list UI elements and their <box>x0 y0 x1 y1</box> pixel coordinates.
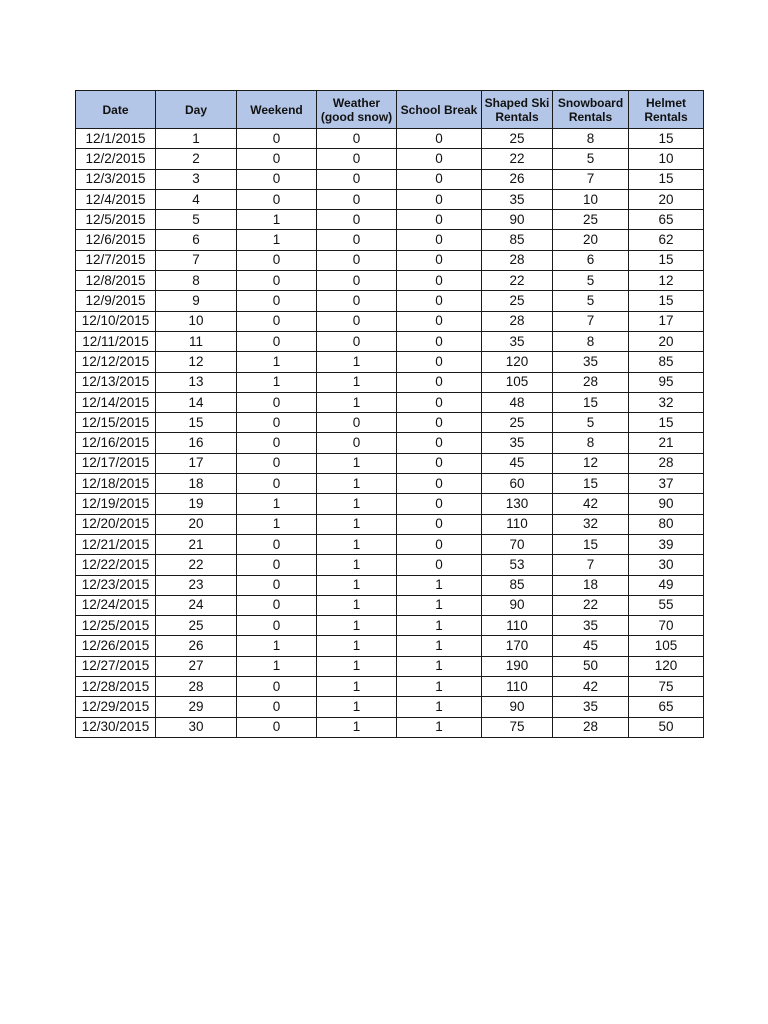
cell-school-break: 0 <box>397 372 482 392</box>
cell-date: 12/6/2015 <box>76 230 156 250</box>
column-header-label: (good snow) <box>320 109 393 124</box>
cell-shaped-ski-rentals: 110 <box>482 514 553 534</box>
cell-weather: 1 <box>317 392 397 412</box>
cell-shaped-ski-rentals: 90 <box>482 697 553 717</box>
cell-shaped-ski-rentals: 190 <box>482 656 553 676</box>
cell-weekend: 1 <box>237 636 317 656</box>
column-header-label: Weather <box>332 95 381 110</box>
cell-day: 8 <box>156 271 237 291</box>
cell-snowboard-rentals: 50 <box>553 656 629 676</box>
cell-weekend: 1 <box>237 230 317 250</box>
table-row <box>76 494 704 514</box>
cell-helmet-rentals: 120 <box>629 656 704 676</box>
table-row <box>76 453 704 473</box>
table-row <box>76 555 704 575</box>
column-header-day <box>156 91 237 129</box>
cell-day: 27 <box>156 656 237 676</box>
cell-weekend: 1 <box>237 656 317 676</box>
cell-date: 12/26/2015 <box>76 636 156 656</box>
cell-shaped-ski-rentals: 70 <box>482 534 553 554</box>
cell-weather: 1 <box>317 555 397 575</box>
cell-snowboard-rentals: 12 <box>553 453 629 473</box>
cell-weekend: 0 <box>237 271 317 291</box>
cell-snowboard-rentals: 7 <box>553 555 629 575</box>
cell-school-break: 0 <box>397 169 482 189</box>
cell-day: 22 <box>156 555 237 575</box>
cell-snowboard-rentals: 5 <box>553 149 629 169</box>
cell-date: 12/3/2015 <box>76 169 156 189</box>
cell-school-break: 0 <box>397 250 482 270</box>
table-row <box>76 595 704 615</box>
cell-date: 12/13/2015 <box>76 372 156 392</box>
cell-shaped-ski-rentals: 85 <box>482 575 553 595</box>
cell-weather: 1 <box>317 453 397 473</box>
table-row <box>76 677 704 697</box>
cell-helmet-rentals: 70 <box>629 616 704 636</box>
cell-snowboard-rentals: 8 <box>553 331 629 351</box>
column-header-label: Rentals <box>644 109 688 124</box>
cell-school-break: 0 <box>397 210 482 230</box>
column-header-weekend <box>237 91 317 129</box>
cell-day: 11 <box>156 331 237 351</box>
cell-snowboard-rentals: 5 <box>553 291 629 311</box>
cell-helmet-rentals: 28 <box>629 453 704 473</box>
table-row <box>76 433 704 453</box>
cell-date: 12/1/2015 <box>76 129 156 149</box>
cell-day: 17 <box>156 453 237 473</box>
cell-shaped-ski-rentals: 28 <box>482 311 553 331</box>
table-row <box>76 311 704 331</box>
cell-school-break: 0 <box>397 311 482 331</box>
cell-date: 12/30/2015 <box>76 717 156 737</box>
table-row <box>76 636 704 656</box>
cell-school-break: 0 <box>397 555 482 575</box>
cell-shaped-ski-rentals: 90 <box>482 210 553 230</box>
cell-weekend: 0 <box>237 311 317 331</box>
cell-date: 12/23/2015 <box>76 575 156 595</box>
cell-snowboard-rentals: 35 <box>553 352 629 372</box>
cell-weather: 0 <box>317 129 397 149</box>
cell-helmet-rentals: 17 <box>629 311 704 331</box>
cell-shaped-ski-rentals: 35 <box>482 433 553 453</box>
cell-school-break: 0 <box>397 129 482 149</box>
cell-snowboard-rentals: 5 <box>553 413 629 433</box>
table-row <box>76 331 704 351</box>
cell-helmet-rentals: 20 <box>629 189 704 209</box>
table-row <box>76 352 704 372</box>
cell-date: 12/18/2015 <box>76 474 156 494</box>
cell-helmet-rentals: 15 <box>629 169 704 189</box>
cell-helmet-rentals: 85 <box>629 352 704 372</box>
column-header-label: Rentals <box>568 109 613 124</box>
cell-shaped-ski-rentals: 25 <box>482 129 553 149</box>
table-row <box>76 169 704 189</box>
cell-weather: 0 <box>317 433 397 453</box>
cell-date: 12/28/2015 <box>76 677 156 697</box>
cell-weather: 1 <box>317 717 397 737</box>
cell-weather: 0 <box>317 311 397 331</box>
cell-weather: 1 <box>317 352 397 372</box>
cell-school-break: 0 <box>397 271 482 291</box>
cell-day: 1 <box>156 129 237 149</box>
cell-helmet-rentals: 90 <box>629 494 704 514</box>
cell-weekend: 0 <box>237 413 317 433</box>
cell-snowboard-rentals: 15 <box>553 534 629 554</box>
cell-school-break: 1 <box>397 697 482 717</box>
cell-helmet-rentals: 21 <box>629 433 704 453</box>
table-row <box>76 413 704 433</box>
cell-date: 12/5/2015 <box>76 210 156 230</box>
cell-helmet-rentals: 39 <box>629 534 704 554</box>
cell-weather: 1 <box>317 575 397 595</box>
table-header <box>76 91 704 129</box>
cell-date: 12/12/2015 <box>76 352 156 372</box>
cell-date: 12/21/2015 <box>76 534 156 554</box>
cell-shaped-ski-rentals: 22 <box>482 271 553 291</box>
table-row <box>76 271 704 291</box>
cell-day: 10 <box>156 311 237 331</box>
cell-helmet-rentals: 65 <box>629 697 704 717</box>
cell-snowboard-rentals: 25 <box>553 210 629 230</box>
column-header-label: Date <box>102 102 129 117</box>
cell-weekend: 0 <box>237 149 317 169</box>
cell-weekend: 1 <box>237 372 317 392</box>
column-header-label: Day <box>184 102 207 117</box>
cell-school-break: 0 <box>397 230 482 250</box>
cell-weather: 0 <box>317 210 397 230</box>
table-row <box>76 291 704 311</box>
cell-day: 15 <box>156 413 237 433</box>
cell-weather: 1 <box>317 372 397 392</box>
cell-helmet-rentals: 32 <box>629 392 704 412</box>
cell-shaped-ski-rentals: 45 <box>482 453 553 473</box>
cell-school-break: 0 <box>397 189 482 209</box>
cell-weekend: 0 <box>237 697 317 717</box>
cell-weather: 1 <box>317 534 397 554</box>
cell-helmet-rentals: 12 <box>629 271 704 291</box>
cell-helmet-rentals: 95 <box>629 372 704 392</box>
cell-weekend: 0 <box>237 250 317 270</box>
cell-snowboard-rentals: 42 <box>553 494 629 514</box>
cell-date: 12/11/2015 <box>76 331 156 351</box>
cell-school-break: 0 <box>397 534 482 554</box>
cell-weather: 0 <box>317 291 397 311</box>
cell-school-break: 1 <box>397 677 482 697</box>
cell-shaped-ski-rentals: 28 <box>482 250 553 270</box>
cell-school-break: 1 <box>397 616 482 636</box>
cell-day: 25 <box>156 616 237 636</box>
cell-date: 12/8/2015 <box>76 271 156 291</box>
cell-helmet-rentals: 30 <box>629 555 704 575</box>
cell-day: 23 <box>156 575 237 595</box>
cell-shaped-ski-rentals: 35 <box>482 189 553 209</box>
cell-weekend: 0 <box>237 189 317 209</box>
cell-shaped-ski-rentals: 130 <box>482 494 553 514</box>
cell-date: 12/17/2015 <box>76 453 156 473</box>
cell-shaped-ski-rentals: 110 <box>482 677 553 697</box>
cell-date: 12/16/2015 <box>76 433 156 453</box>
cell-school-break: 0 <box>397 392 482 412</box>
cell-weekend: 1 <box>237 514 317 534</box>
cell-weekend: 0 <box>237 331 317 351</box>
table-row <box>76 250 704 270</box>
cell-school-break: 0 <box>397 474 482 494</box>
cell-school-break: 1 <box>397 717 482 737</box>
cell-helmet-rentals: 49 <box>629 575 704 595</box>
cell-date: 12/14/2015 <box>76 392 156 412</box>
column-header-date <box>76 91 156 129</box>
cell-weather: 0 <box>317 250 397 270</box>
cell-snowboard-rentals: 45 <box>553 636 629 656</box>
cell-weekend: 0 <box>237 474 317 494</box>
cell-date: 12/4/2015 <box>76 189 156 209</box>
cell-weekend: 0 <box>237 392 317 412</box>
cell-weather: 0 <box>317 230 397 250</box>
cell-day: 16 <box>156 433 237 453</box>
cell-weekend: 0 <box>237 453 317 473</box>
table-row <box>76 210 704 230</box>
table-row <box>76 372 704 392</box>
cell-school-break: 1 <box>397 636 482 656</box>
cell-weekend: 0 <box>237 575 317 595</box>
cell-date: 12/9/2015 <box>76 291 156 311</box>
cell-snowboard-rentals: 42 <box>553 677 629 697</box>
cell-school-break: 0 <box>397 291 482 311</box>
cell-weekend: 0 <box>237 616 317 636</box>
table-row <box>76 149 704 169</box>
cell-snowboard-rentals: 28 <box>553 717 629 737</box>
table-row <box>76 392 704 412</box>
cell-date: 12/22/2015 <box>76 555 156 575</box>
cell-date: 12/19/2015 <box>76 494 156 514</box>
cell-day: 26 <box>156 636 237 656</box>
table-row <box>76 129 704 149</box>
column-header-label: Helmet <box>645 95 686 110</box>
column-header-school-break <box>397 91 482 129</box>
cell-snowboard-rentals: 10 <box>553 189 629 209</box>
cell-shaped-ski-rentals: 48 <box>482 392 553 412</box>
cell-school-break: 0 <box>397 433 482 453</box>
cell-snowboard-rentals: 5 <box>553 271 629 291</box>
cell-helmet-rentals: 15 <box>629 413 704 433</box>
cell-snowboard-rentals: 35 <box>553 616 629 636</box>
cell-weather: 1 <box>317 474 397 494</box>
column-header-label: School Break <box>400 102 478 117</box>
cell-snowboard-rentals: 8 <box>553 433 629 453</box>
cell-shaped-ski-rentals: 22 <box>482 149 553 169</box>
rentals-table <box>75 90 704 738</box>
cell-snowboard-rentals: 20 <box>553 230 629 250</box>
cell-date: 12/27/2015 <box>76 656 156 676</box>
cell-weather: 1 <box>317 636 397 656</box>
cell-shaped-ski-rentals: 170 <box>482 636 553 656</box>
cell-day: 9 <box>156 291 237 311</box>
cell-weather: 0 <box>317 169 397 189</box>
cell-shaped-ski-rentals: 75 <box>482 717 553 737</box>
column-header-label: Snowboard <box>557 95 624 110</box>
cell-weather: 1 <box>317 616 397 636</box>
cell-school-break: 0 <box>397 453 482 473</box>
cell-shaped-ski-rentals: 26 <box>482 169 553 189</box>
cell-helmet-rentals: 65 <box>629 210 704 230</box>
cell-day: 6 <box>156 230 237 250</box>
cell-weather: 0 <box>317 149 397 169</box>
cell-weekend: 1 <box>237 210 317 230</box>
cell-day: 30 <box>156 717 237 737</box>
cell-day: 3 <box>156 169 237 189</box>
cell-snowboard-rentals: 15 <box>553 392 629 412</box>
cell-school-break: 0 <box>397 149 482 169</box>
cell-weather: 1 <box>317 514 397 534</box>
cell-weekend: 0 <box>237 433 317 453</box>
table-row <box>76 189 704 209</box>
cell-weekend: 1 <box>237 494 317 514</box>
cell-helmet-rentals: 10 <box>629 149 704 169</box>
cell-day: 24 <box>156 595 237 615</box>
cell-snowboard-rentals: 22 <box>553 595 629 615</box>
cell-snowboard-rentals: 6 <box>553 250 629 270</box>
cell-snowboard-rentals: 35 <box>553 697 629 717</box>
cell-school-break: 0 <box>397 331 482 351</box>
cell-shaped-ski-rentals: 25 <box>482 291 553 311</box>
cell-school-break: 0 <box>397 494 482 514</box>
table-row <box>76 717 704 737</box>
cell-shaped-ski-rentals: 110 <box>482 616 553 636</box>
cell-snowboard-rentals: 15 <box>553 474 629 494</box>
cell-weekend: 0 <box>237 129 317 149</box>
cell-day: 29 <box>156 697 237 717</box>
column-header-label: Rentals <box>495 109 539 124</box>
table-row <box>76 534 704 554</box>
cell-day: 7 <box>156 250 237 270</box>
cell-school-break: 0 <box>397 514 482 534</box>
table-row <box>76 474 704 494</box>
table-row <box>76 514 704 534</box>
cell-weekend: 0 <box>237 717 317 737</box>
column-header-label: Shaped Ski <box>484 95 550 110</box>
column-header-snowboard-rentals <box>553 91 629 129</box>
cell-school-break: 1 <box>397 595 482 615</box>
cell-helmet-rentals: 20 <box>629 331 704 351</box>
cell-helmet-rentals: 62 <box>629 230 704 250</box>
cell-date: 12/29/2015 <box>76 697 156 717</box>
table-row <box>76 656 704 676</box>
cell-shaped-ski-rentals: 90 <box>482 595 553 615</box>
column-header-shaped-ski-rentals <box>482 91 553 129</box>
cell-school-break: 1 <box>397 656 482 676</box>
cell-day: 14 <box>156 392 237 412</box>
cell-school-break: 1 <box>397 575 482 595</box>
cell-weather: 0 <box>317 331 397 351</box>
cell-shaped-ski-rentals: 105 <box>482 372 553 392</box>
cell-weather: 0 <box>317 271 397 291</box>
cell-helmet-rentals: 15 <box>629 291 704 311</box>
cell-shaped-ski-rentals: 60 <box>482 474 553 494</box>
cell-day: 28 <box>156 677 237 697</box>
cell-weather: 0 <box>317 189 397 209</box>
cell-helmet-rentals: 55 <box>629 595 704 615</box>
cell-weather: 1 <box>317 697 397 717</box>
cell-weekend: 0 <box>237 169 317 189</box>
cell-shaped-ski-rentals: 35 <box>482 331 553 351</box>
table-row <box>76 230 704 250</box>
cell-weekend: 1 <box>237 352 317 372</box>
cell-weekend: 0 <box>237 595 317 615</box>
table-body <box>76 129 704 738</box>
cell-date: 12/20/2015 <box>76 514 156 534</box>
cell-weather: 1 <box>317 656 397 676</box>
column-header-helmet-rentals <box>629 91 704 129</box>
cell-snowboard-rentals: 18 <box>553 575 629 595</box>
cell-day: 5 <box>156 210 237 230</box>
cell-day: 21 <box>156 534 237 554</box>
cell-date: 12/2/2015 <box>76 149 156 169</box>
table-row <box>76 697 704 717</box>
cell-helmet-rentals: 15 <box>629 129 704 149</box>
cell-weekend: 0 <box>237 555 317 575</box>
cell-shaped-ski-rentals: 25 <box>482 413 553 433</box>
column-header-label: Weekend <box>250 102 303 117</box>
cell-helmet-rentals: 50 <box>629 717 704 737</box>
cell-shaped-ski-rentals: 120 <box>482 352 553 372</box>
cell-date: 12/10/2015 <box>76 311 156 331</box>
cell-helmet-rentals: 105 <box>629 636 704 656</box>
table-row <box>76 575 704 595</box>
cell-date: 12/7/2015 <box>76 250 156 270</box>
cell-helmet-rentals: 15 <box>629 250 704 270</box>
cell-weekend: 0 <box>237 677 317 697</box>
column-header-weather <box>317 91 397 129</box>
cell-snowboard-rentals: 8 <box>553 129 629 149</box>
cell-school-break: 0 <box>397 352 482 372</box>
cell-helmet-rentals: 80 <box>629 514 704 534</box>
cell-weather: 0 <box>317 413 397 433</box>
cell-day: 19 <box>156 494 237 514</box>
cell-day: 4 <box>156 189 237 209</box>
cell-day: 13 <box>156 372 237 392</box>
cell-helmet-rentals: 75 <box>629 677 704 697</box>
cell-snowboard-rentals: 32 <box>553 514 629 534</box>
cell-shaped-ski-rentals: 85 <box>482 230 553 250</box>
table-row <box>76 616 704 636</box>
cell-helmet-rentals: 37 <box>629 474 704 494</box>
cell-shaped-ski-rentals: 53 <box>482 555 553 575</box>
cell-day: 20 <box>156 514 237 534</box>
cell-date: 12/25/2015 <box>76 616 156 636</box>
cell-date: 12/24/2015 <box>76 595 156 615</box>
cell-snowboard-rentals: 7 <box>553 169 629 189</box>
cell-weather: 1 <box>317 595 397 615</box>
cell-snowboard-rentals: 28 <box>553 372 629 392</box>
header-row <box>76 91 704 129</box>
cell-weather: 1 <box>317 494 397 514</box>
cell-day: 18 <box>156 474 237 494</box>
cell-weather: 1 <box>317 677 397 697</box>
cell-weekend: 0 <box>237 534 317 554</box>
cell-date: 12/15/2015 <box>76 413 156 433</box>
cell-snowboard-rentals: 7 <box>553 311 629 331</box>
cell-weekend: 0 <box>237 291 317 311</box>
cell-school-break: 0 <box>397 413 482 433</box>
cell-day: 2 <box>156 149 237 169</box>
cell-day: 12 <box>156 352 237 372</box>
